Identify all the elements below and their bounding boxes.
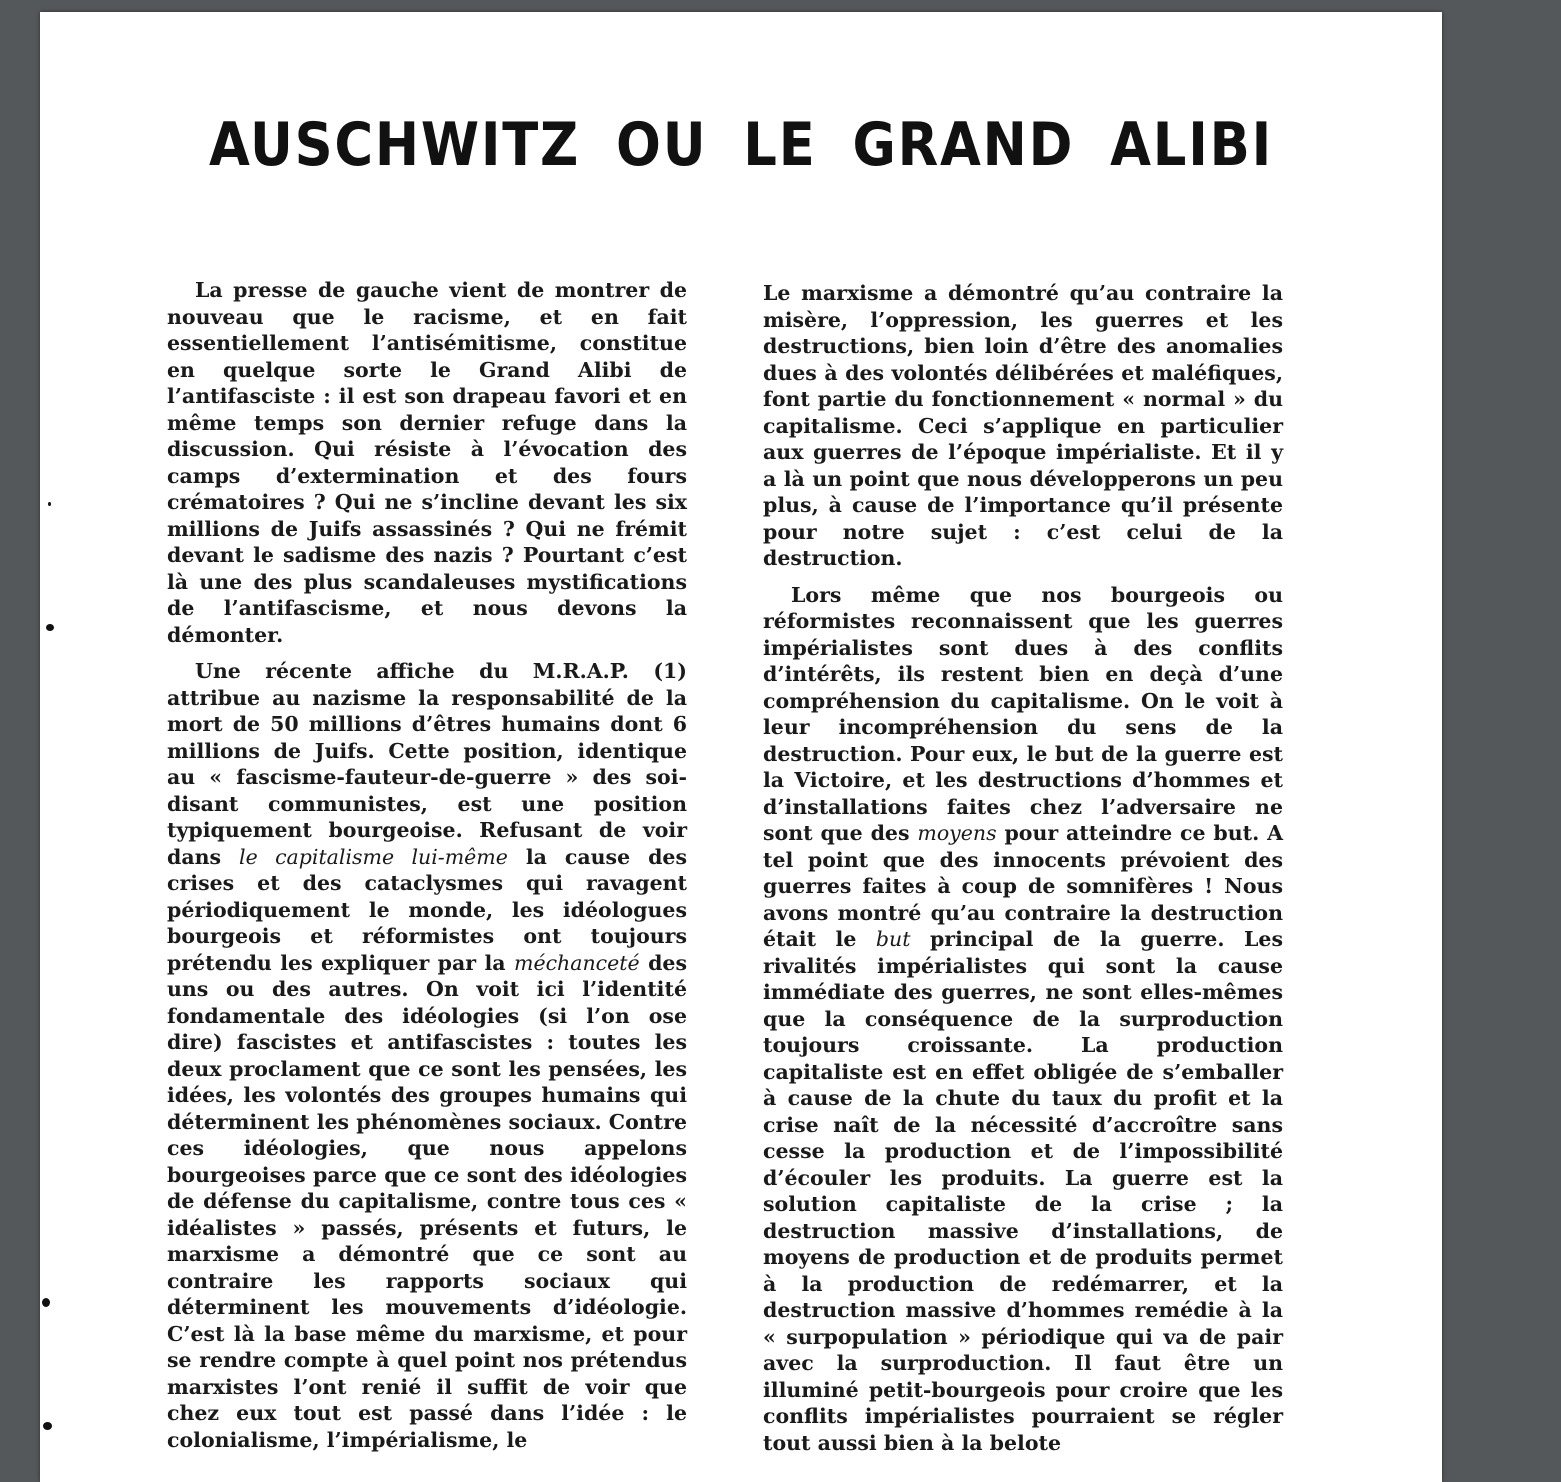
article-title: AUSCHWITZ OU LE GRAND ALIBI xyxy=(208,110,1274,180)
left-paragraph-2 xyxy=(167,658,687,1453)
right-paragraph-2-part-b: pour atteindre ce but. A tel point que des innocents prévoient des guerres faites à coup de somnifères ! Nous avons montré qu’au contraire la destruction était le xyxy=(763,821,1284,951)
right-paragraph-2-part-a: Lors même que nos bourgeois ou réformistes reconnaissent que les guerres impérialistes sont dues à des conflits d’intérêts, ils restent bien en deçà d’une compréhension du capitalisme. On le voit à leur incompréhension du sens de la destruction. Pour eux, le but de la guerre est la Victoire, et les destructions d’hommes et d’installations faites chez l’adversaire ne sont que des xyxy=(763,582,1283,845)
scan-speck xyxy=(43,1422,52,1430)
right-paragraph-2-part-c: principal de la guerre. Les rivalités impérialistes qui sont la cause immédiate des guerres, ne sont elles-mêmes que la conséquence de la surproduction toujours croissante. La production capitaliste est en effet obligée de s’emballer à cause de la chute du taux du profit et la crise naît de la nécessité d’accroître sans cesse la production et de l’impossibilité d’écouler les produits. La guerre est la solution capitaliste de la crise ; la destruction massive d’installations, de moyens de production et de produits permet à la production de redémarrer, et la destruction massive d’hommes remédie à la « surpopulation » périodique qui va de pair avec la surproduction. Il faut être un illuminé petit-bourgeois pour croire que les conflits impérialistes pourraient se régler tout aussi bien à la belote xyxy=(763,927,1283,1455)
scan-speck xyxy=(42,1298,50,1307)
left-paragraph-2-part-a: Une récente affiche du M.R.A.P. (1) attribue au nazisme la responsabilité de la mort de 50 millions d’êtres humains dont 6 millions de Juifs. Cette position, identique au « fascisme-fauteur-de-guerre » des soi-disant communistes, est une position typiquement bourgeoise. Refusant de voir dans xyxy=(167,659,687,869)
right-paragraph-2 xyxy=(763,582,1283,1457)
left-paragraph-2-italic-1: le capitalisme lui-même xyxy=(239,844,508,869)
right-paragraph-1: Le marxisme a démontré qu’au contraire la misère, l’oppression, les guerres et les destructions, bien loin d’être des anomalies dues à des volontés délibérées et maléfiques, font partie du fonctionnement « normal » du capitalisme. Ceci s’applique en particulier aux guerres de l’époque impérialiste. Et il y a là un point que nous développerons un peu plus, à cause de l’importance qu’il présente pour notre sujet : c’est celui de la destruction. xyxy=(763,281,1283,570)
left-paragraph-2-part-b: la cause des crises et des cataclysmes qui ravagent périodiquement le monde, les idéologues bourgeois et réformistes ont toujours prétendu les expliquer par la xyxy=(167,844,688,975)
scan-speck xyxy=(48,502,51,506)
left-paragraph-2-italic-2: méchanceté xyxy=(514,950,640,975)
right-paragraph-2-italic-2: but xyxy=(875,927,911,951)
left-paragraph-2-part-c: des uns ou des autres. On voit ici l’identité fondamentale des idéologies (si l’on ose dire) fascistes et antifascistes : toutes les deux proclament que ce sont les pensées, les idées, les volontés des groupes humains qui déterminent les phénomènes sociaux. Contre ces idéologies, que nous appelons bourgeoises parce que ce sont des idéologies de défense du capitalisme, contre tous ces « idéalistes » passés, présents et futurs, le marxisme a démontré que ce sont au contraire les rapports sociaux qui déterminent les mouvements d’idéologie. C’est là la base même du marxisme, et pour se rendre compte à quel point nos prétendus marxistes l’ont renié il suffit de voir que chez eux tout est passé dans l’idée : le colonialisme, l’impérialisme, le xyxy=(167,950,687,1452)
right-paragraph-2-italic-1: moyens xyxy=(917,821,997,845)
left-paragraph-1: La presse de gauche vient de montrer de nouveau que le racisme, et en fait essentiellement l’antisémitisme, constitue en quelque sorte le Grand Alibi de l’antifasciste : il est son drapeau favori et en même temps son dernier refuge dans la discussion. Qui résiste à l’évocation des camps d’extermination et des fours crématoires ? Qui ne s’incline devant les six millions de Juifs assassinés ? Qui ne frémit devant le sadisme des nazis ? Pourtant c’est là une des plus scandaleuses mystifications de l’antifascisme, et nous devons la démonter. xyxy=(167,278,687,647)
left-column xyxy=(167,277,687,1463)
document-page xyxy=(40,12,1442,1482)
scan-speck xyxy=(46,624,54,631)
right-column xyxy=(763,280,1283,1466)
